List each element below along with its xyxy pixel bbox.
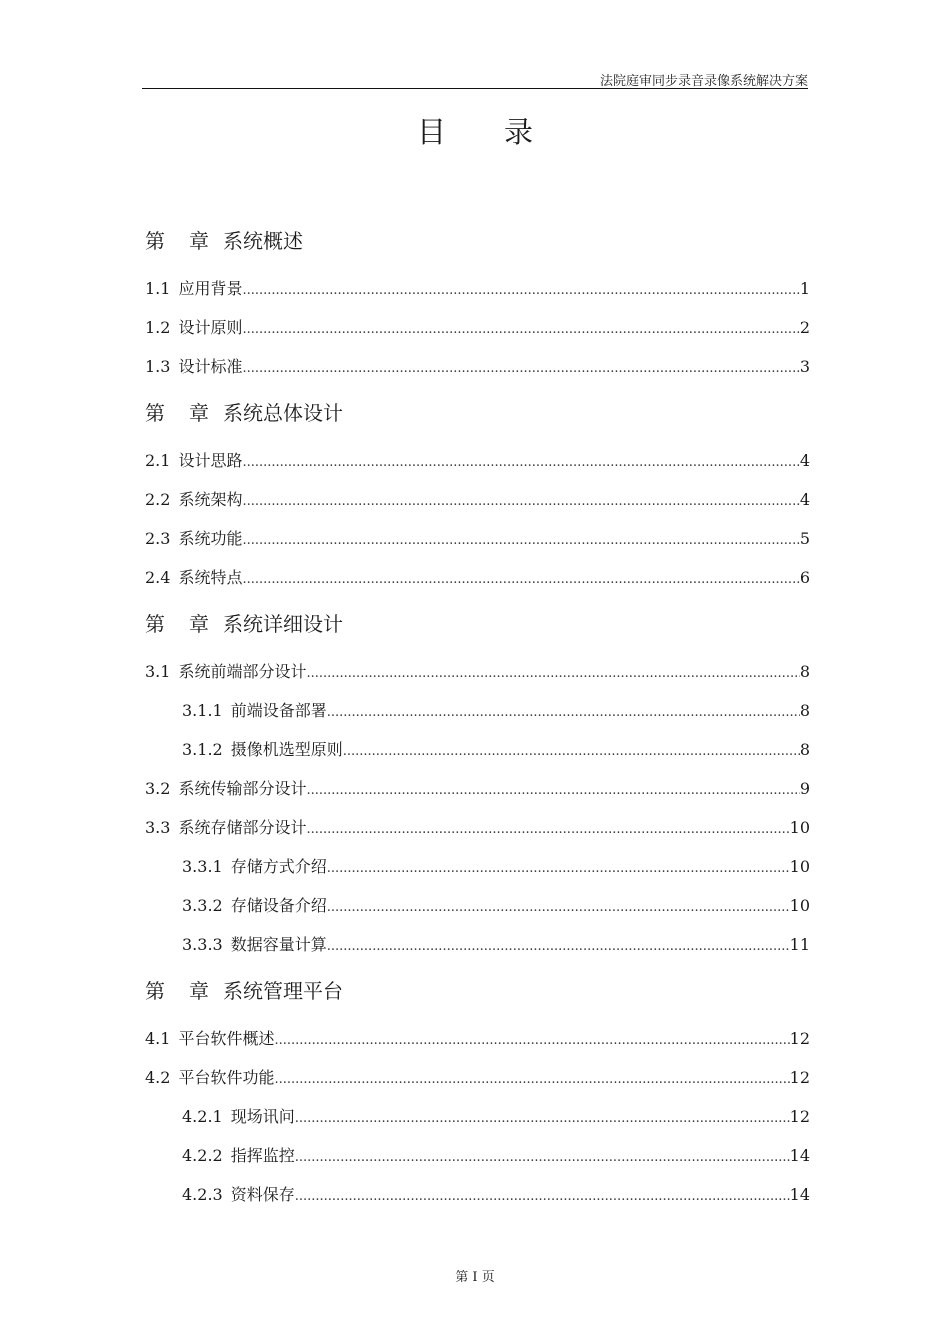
toc-entry-number: 4.2 <box>145 1068 171 1087</box>
toc-entry-title: 系统传输部分设计 <box>178 779 307 798</box>
toc-leader-dots <box>306 663 799 685</box>
chapter-prefix-second: 章 <box>189 401 209 425</box>
toc-entry-page: 10 <box>789 818 810 837</box>
toc-entry-title: 设计原则 <box>178 318 243 337</box>
toc-entry[interactable] <box>182 1184 810 1206</box>
toc-entry-page: 14 <box>789 1146 810 1165</box>
toc-entry-page: 4 <box>799 490 810 509</box>
toc-entry-title: 系统特点 <box>178 568 243 587</box>
toc-entry-number: 4.2.2 <box>182 1146 223 1165</box>
chapter-prefix-second: 章 <box>189 612 209 636</box>
toc-chapter-heading[interactable] <box>145 226 303 256</box>
toc-entry-title: 系统架构 <box>178 490 243 509</box>
header-divider <box>142 88 808 89</box>
toc-leader-dots <box>327 897 790 919</box>
chapter-prefix <box>145 398 223 428</box>
toc-leader-dots <box>274 1069 789 1091</box>
header-document-name: 法院庭审同步录音录像系统解决方案 <box>599 74 808 89</box>
toc-entry-page: 11 <box>789 935 810 954</box>
toc-entry-number: 3.1.1 <box>182 701 223 720</box>
chapter-title: 系统详细设计 <box>223 612 343 636</box>
toc-entry-number: 4.1 <box>145 1029 171 1048</box>
toc-entry-page: 8 <box>799 701 810 720</box>
toc-entry-title: 摄像机选型原则 <box>230 740 343 759</box>
toc-leader-dots <box>242 530 799 552</box>
chapter-title: 系统管理平台 <box>223 979 343 1003</box>
toc-entry-number: 3.1 <box>145 662 171 681</box>
toc-entry-title: 存储方式介绍 <box>230 857 327 876</box>
toc-leader-dots <box>327 936 790 958</box>
chapter-prefix <box>145 609 223 639</box>
toc-entry-page: 8 <box>799 740 810 759</box>
toc-entry-title: 系统前端部分设计 <box>178 662 307 681</box>
toc-entry-number: 2.3 <box>145 529 171 548</box>
toc-entry[interactable] <box>145 1067 810 1089</box>
toc-chapter-heading[interactable] <box>145 976 343 1006</box>
toc-leader-dots <box>242 280 799 302</box>
toc-entry[interactable] <box>145 278 810 300</box>
toc-entry-page: 4 <box>799 451 810 470</box>
toc-entry[interactable] <box>182 934 810 956</box>
toc-entry-title: 资料保存 <box>230 1185 295 1204</box>
toc-entry-number: 3.3.1 <box>182 857 223 876</box>
toc-entry[interactable] <box>182 1145 810 1167</box>
toc-entry[interactable] <box>145 317 810 339</box>
toc-leader-dots <box>242 491 799 513</box>
toc-entry-title: 平台软件概述 <box>178 1029 275 1048</box>
chapter-title: 系统总体设计 <box>223 401 343 425</box>
toc-entry-number: 4.2.3 <box>182 1185 223 1204</box>
toc-entry-number: 3.3.3 <box>182 935 223 954</box>
toc-entry-page: 10 <box>789 896 810 915</box>
toc-leader-dots <box>306 780 799 802</box>
toc-entry-number: 3.3 <box>145 818 171 837</box>
page-title: 目录 <box>416 115 591 149</box>
chapter-prefix-second: 章 <box>189 979 209 1003</box>
toc-leader-dots <box>242 569 799 591</box>
toc-entry[interactable] <box>182 895 810 917</box>
toc-entry[interactable] <box>145 778 810 800</box>
toc-leader-dots <box>242 358 799 380</box>
toc-entry-number: 1.2 <box>145 318 171 337</box>
toc-entry-title: 指挥监控 <box>230 1146 295 1165</box>
toc-entry-title: 数据容量计算 <box>230 935 327 954</box>
toc-leader-dots <box>242 452 799 474</box>
toc-entry-number: 2.4 <box>145 568 171 587</box>
chapter-prefix-second: 章 <box>189 229 209 253</box>
toc-entry-page: 2 <box>799 318 810 337</box>
toc-entry-page: 12 <box>789 1029 810 1048</box>
toc-entry[interactable] <box>145 489 810 511</box>
toc-entry-title: 设计思路 <box>178 451 243 470</box>
toc-entry[interactable] <box>182 1106 810 1128</box>
toc-entry-title: 平台软件功能 <box>178 1068 275 1087</box>
toc-entry-title: 应用背景 <box>178 279 243 298</box>
toc-entry-title: 系统存储部分设计 <box>178 818 307 837</box>
toc-leader-dots <box>327 858 790 880</box>
toc-entry-number: 1.1 <box>145 279 171 298</box>
toc-entry[interactable] <box>182 739 810 761</box>
toc-entry-page: 1 <box>799 279 810 298</box>
toc-leader-dots <box>242 319 799 341</box>
toc-entry-title: 现场讯问 <box>230 1107 295 1126</box>
toc-leader-dots <box>306 819 789 841</box>
toc-entry-number: 1.3 <box>145 357 171 376</box>
toc-entry[interactable] <box>145 528 810 550</box>
chapter-prefix-first: 第 <box>145 229 165 253</box>
toc-entry[interactable] <box>182 700 810 722</box>
toc-entry-number: 2.2 <box>145 490 171 509</box>
toc-entry[interactable] <box>145 1028 810 1050</box>
toc-entry-page: 12 <box>789 1068 810 1087</box>
chapter-prefix <box>145 226 223 256</box>
toc-entry-title: 存储设备介绍 <box>230 896 327 915</box>
chapter-title: 系统概述 <box>223 229 303 253</box>
toc-entry-page: 8 <box>799 662 810 681</box>
page-number: 第 I 页 <box>455 1270 495 1285</box>
toc-entry[interactable] <box>145 661 810 683</box>
chapter-prefix <box>145 976 223 1006</box>
toc-entry-page: 12 <box>789 1107 810 1126</box>
toc-entry-number: 3.2 <box>145 779 171 798</box>
toc-entry-page: 14 <box>789 1185 810 1204</box>
chapter-prefix-first: 第 <box>145 401 165 425</box>
toc-leader-dots <box>274 1030 789 1052</box>
chapter-prefix-first: 第 <box>145 979 165 1003</box>
toc-leader-dots <box>327 702 800 724</box>
toc-leader-dots <box>295 1108 790 1130</box>
toc-entry-title: 系统功能 <box>178 529 243 548</box>
toc-leader-dots <box>295 1147 790 1169</box>
toc-entry-page: 9 <box>799 779 810 798</box>
toc-entry-page: 3 <box>799 357 810 376</box>
toc-leader-dots <box>343 741 800 763</box>
toc-entry[interactable] <box>145 817 810 839</box>
toc-entry[interactable] <box>182 856 810 878</box>
toc-entry-title: 前端设备部署 <box>230 701 327 720</box>
toc-entry-page: 10 <box>789 857 810 876</box>
toc-entry-number: 2.1 <box>145 451 171 470</box>
toc-entry-number: 3.3.2 <box>182 896 223 915</box>
toc-chapter-heading[interactable] <box>145 398 343 428</box>
toc-entry-page: 5 <box>799 529 810 548</box>
chapter-prefix-first: 第 <box>145 612 165 636</box>
toc-entry-page: 6 <box>799 568 810 587</box>
toc-entry-number: 4.2.1 <box>182 1107 223 1126</box>
toc-entry[interactable] <box>145 567 810 589</box>
toc-entry-title: 设计标准 <box>178 357 243 376</box>
toc-entry-number: 3.1.2 <box>182 740 223 759</box>
toc-leader-dots <box>295 1186 790 1208</box>
toc-entry[interactable] <box>145 450 810 472</box>
toc-entry[interactable] <box>145 356 810 378</box>
toc-chapter-heading[interactable] <box>145 609 343 639</box>
